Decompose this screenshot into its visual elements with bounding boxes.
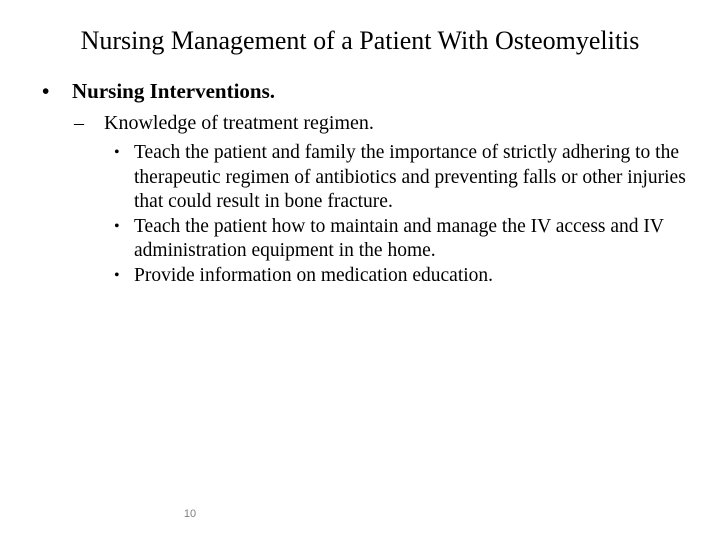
list-item-text: Provide information on medication education. [134, 264, 494, 286]
list-item-text: Teach the patient and family the importance of strictly adhering to the therapeutic regimen of antibiotics and preventing falls or other injuries that could result in bone fracture. [134, 142, 686, 212]
bullet-nursing-interventions [42, 77, 275, 105]
bullet-dot-icon: • [114, 217, 120, 235]
bullet-dot-icon: • [114, 266, 120, 284]
bullet-dot-icon: • [114, 144, 120, 161]
dash-bullet-icon: – [74, 112, 84, 134]
bullet-dot-icon: • [42, 79, 50, 103]
slide-title: Nursing Management of a Patient With Osteomyelitis [80, 26, 640, 55]
list-item [114, 264, 694, 289]
sub-bullet-knowledge [74, 110, 374, 136]
list-item [114, 141, 694, 215]
sub-bullet-text: Knowledge of treatment regimen. [104, 112, 374, 134]
list-item [114, 215, 694, 264]
list-item-text: Teach the patient how to maintain and manage the IV access and IV administration equipment in the home. [134, 215, 664, 261]
bullet-text: Nursing Interventions. [72, 79, 276, 103]
intervention-list [114, 141, 694, 288]
page-number: 10 [183, 508, 197, 520]
